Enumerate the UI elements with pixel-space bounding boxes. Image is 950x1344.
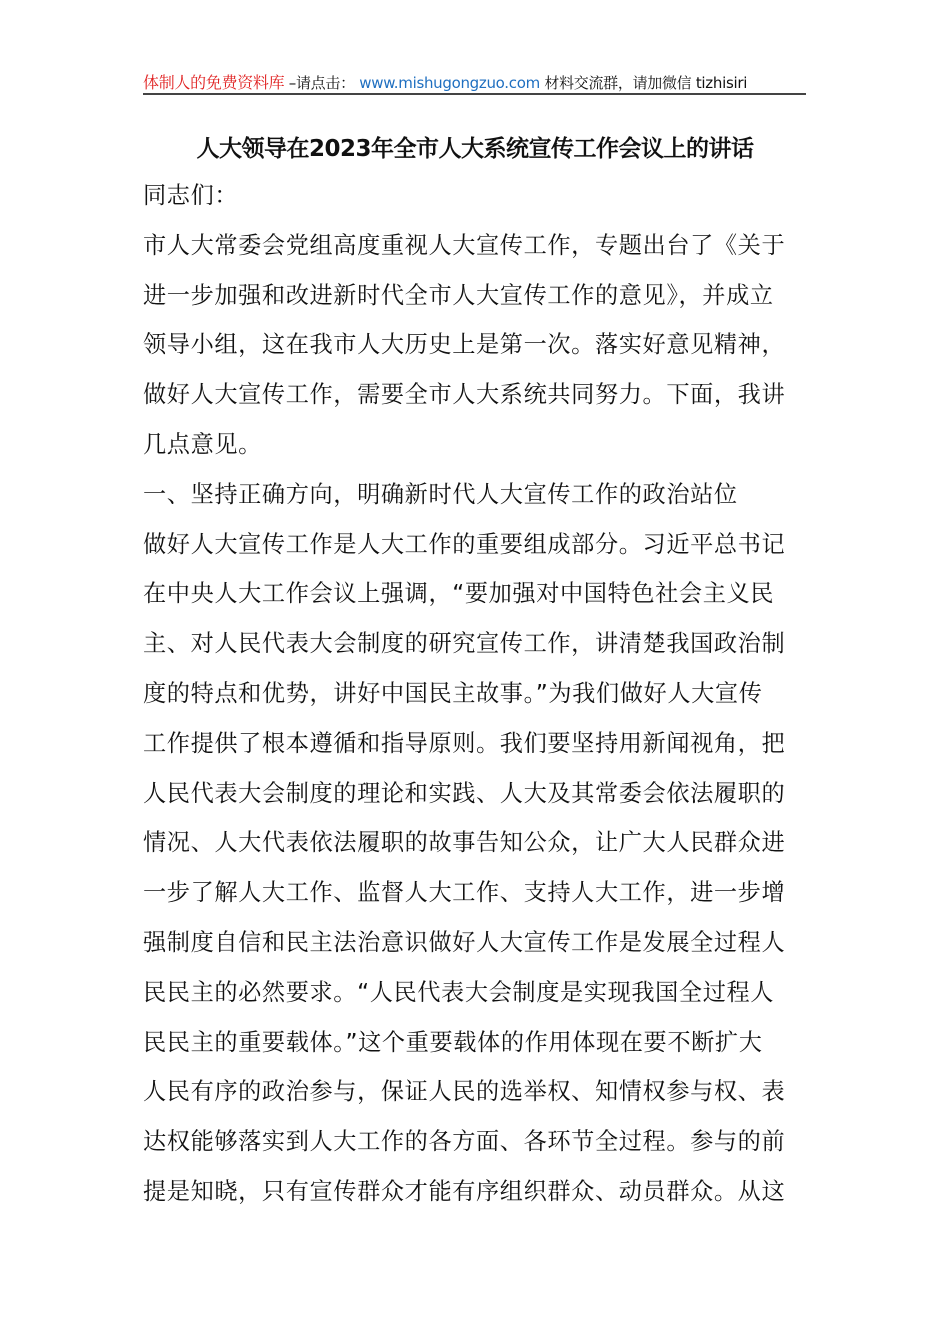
- document-body: [143, 178, 813, 1224]
- body-line: 情况、人大代表依法履职的故事告知公众，让广大人民群众进: [143, 829, 786, 857]
- body-line: 人民有序的政治参与，保证人民的选举权、知情权参与权、表: [143, 1078, 786, 1106]
- body-line: 提是知晓，只有宣传群众才能有序组织群众、动员群众。从这: [143, 1177, 786, 1205]
- body-line: 人民代表大会制度的理论和实践、人大及其常委会依法履职的: [143, 779, 786, 807]
- header-suffix: 材料交流群，请加微信 tizhisiri: [544, 74, 748, 92]
- header-prompt: –请点击：: [288, 74, 355, 92]
- document-title: 人大领导在2023年全市人大系统宣传工作会议上的讲话: [196, 136, 754, 162]
- header-brand: 体制人的免费资料库: [143, 73, 285, 92]
- body-line: 度的特点和优势，讲好中国民主故事。”为我们做好人大宣传: [143, 679, 763, 707]
- body-line: 几点意见。: [143, 430, 262, 458]
- body-line: 做好人大宣传工作，需要全市人大系统共同努力。下面，我讲: [143, 381, 786, 409]
- body-line: 进一步加强和改进新时代全市人大宣传工作的意见》，并成立: [143, 281, 774, 309]
- body-line: 主、对人民代表大会制度的研究宣传工作，讲清楚我国政治制: [143, 630, 786, 658]
- header-url-link[interactable]: www.mishugongzuo.com: [359, 74, 540, 92]
- body-line: 做好人大宣传工作是人大工作的重要组成部分。习近平总书记: [143, 530, 786, 558]
- body-line: 工作提供了根本遵循和指导原则。我们要坚持用新闻视角，把: [143, 729, 786, 757]
- body-line: 市人大常委会党组高度重视人大宣传工作，专题出台了《关于: [143, 231, 786, 259]
- header-divider: [143, 93, 806, 95]
- body-line: 一、坚持正确方向，明确新时代人大宣传工作的政治站位: [143, 480, 738, 508]
- body-line: 同志们：: [143, 182, 239, 209]
- page-header: [143, 70, 805, 93]
- body-line: 强制度自信和民主法治意识做好人大宣传工作是发展全过程人: [143, 928, 786, 956]
- body-line: 一步了解人大工作、监督人大工作、支持人大工作，进一步增: [143, 879, 786, 907]
- body-line: 在中央人大工作会议上强调，“要加强对中国特色社会主义民: [143, 580, 775, 608]
- body-line: 民民主的重要载体。”这个重要载体的作用体现在要不断扩大: [143, 1028, 763, 1056]
- body-line: 民民主的必然要求。“人民代表大会制度是实现我国全过程人: [143, 978, 775, 1006]
- body-line: 达权能够落实到人大工作的各方面、各环节全过程。参与的前: [143, 1128, 786, 1156]
- body-line: 领导小组，这在我市人大历史上是第一次。落实好意见精神，: [143, 331, 786, 359]
